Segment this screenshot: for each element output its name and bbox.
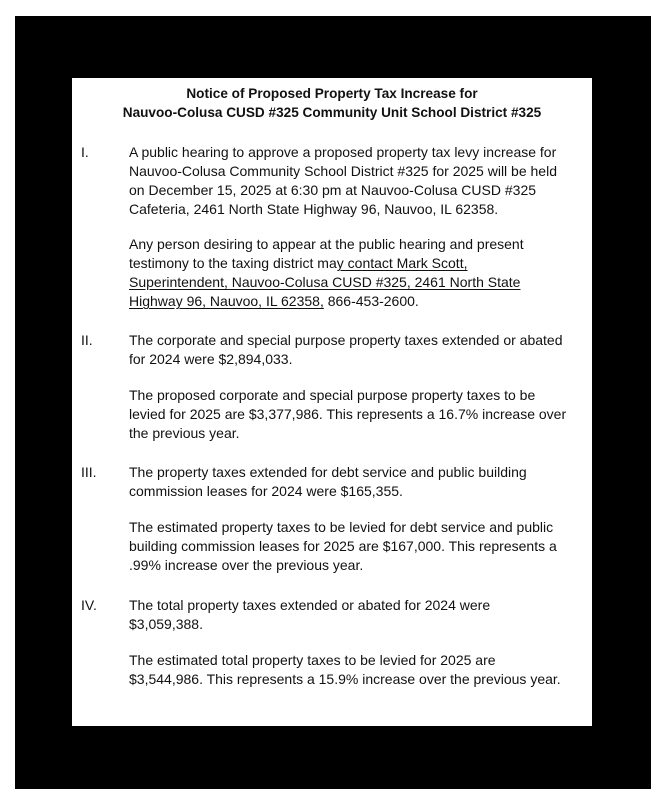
text-line: The proposed corporate and special purpose property taxes to be: [129, 387, 536, 403]
section-2-paragraph-1: [129, 331, 589, 369]
text-line: the previous year.: [129, 425, 240, 441]
contact-info-underlined: Superintendent, Nauvoo-Colusa CUSD #325, 2461 North State: [129, 274, 521, 290]
text-line: $3,059,388.: [129, 616, 203, 632]
text-line: [129, 292, 589, 311]
text-fragment: testimony to the taxing district ma: [129, 255, 337, 271]
text-line: commission leases for 2024 were $165,355.: [129, 483, 403, 499]
text-line: The corporate and special purpose property taxes extended or abated: [129, 332, 563, 348]
text-line: The property taxes extended for debt service and public building: [129, 464, 527, 480]
section-2-paragraph-2: [129, 386, 589, 443]
text-line: on December 15, 2025 at 6:30 pm at Nauvoo-Colusa CUSD #325: [129, 182, 537, 198]
text-line: The total property taxes extended or abated for 2024 were: [129, 597, 491, 613]
text-line: $3,544,986. This represents a 15.9% increase over the previous year.: [129, 671, 561, 687]
text-line: Nauvoo-Colusa Community School District #325 for 2025 will be held: [129, 163, 557, 179]
notice-title-line-2: Nauvoo-Colusa CUSD #325 Community Unit School District #325: [122, 105, 542, 120]
section-1-contact-paragraph: [129, 235, 589, 311]
section-numeral-2: II.: [81, 332, 93, 348]
text-line: for 2024 were $2,894,033.: [129, 351, 293, 367]
text-line: Any person desiring to appear at the public hearing and present: [129, 236, 524, 252]
contact-phone: 866-453-2600.: [323, 293, 419, 309]
section-numeral-1: I.: [81, 144, 89, 160]
contact-info-underlined: y contact Mark Scott,: [336, 255, 468, 271]
section-3-paragraph-2: [129, 518, 589, 575]
contact-info-underlined: Highway 96, Nauvoo, IL 62358,: [129, 293, 324, 309]
section-4-paragraph-2: [129, 651, 589, 689]
text-line: A public hearing to approve a proposed property tax levy increase for: [129, 144, 557, 160]
section-4-paragraph-1: [129, 596, 589, 634]
section-1-hearing-paragraph: [129, 143, 589, 219]
text-line: The estimated property taxes to be levied for debt service and public: [129, 519, 554, 535]
text-line: Cafeteria, 2461 North State Highway 96, Nauvoo, IL 62358.: [129, 201, 499, 217]
notice-document: [72, 78, 592, 726]
text-line: building commission leases for 2025 are $167,000. This represents a: [129, 538, 557, 554]
text-line: The estimated total property taxes to be levied for 2025 are: [129, 652, 496, 668]
text-line: .99% increase over the previous year.: [129, 557, 364, 573]
section-numeral-3: III.: [81, 464, 97, 480]
section-numeral-4: IV.: [81, 597, 97, 613]
text-line: levied for 2025 are $3,377,986. This represents a 16.7% increase over: [129, 406, 567, 422]
text-line: [129, 254, 589, 273]
section-3-paragraph-1: [129, 463, 589, 501]
notice-title-line-1: Notice of Proposed Property Tax Increase for: [186, 86, 478, 101]
